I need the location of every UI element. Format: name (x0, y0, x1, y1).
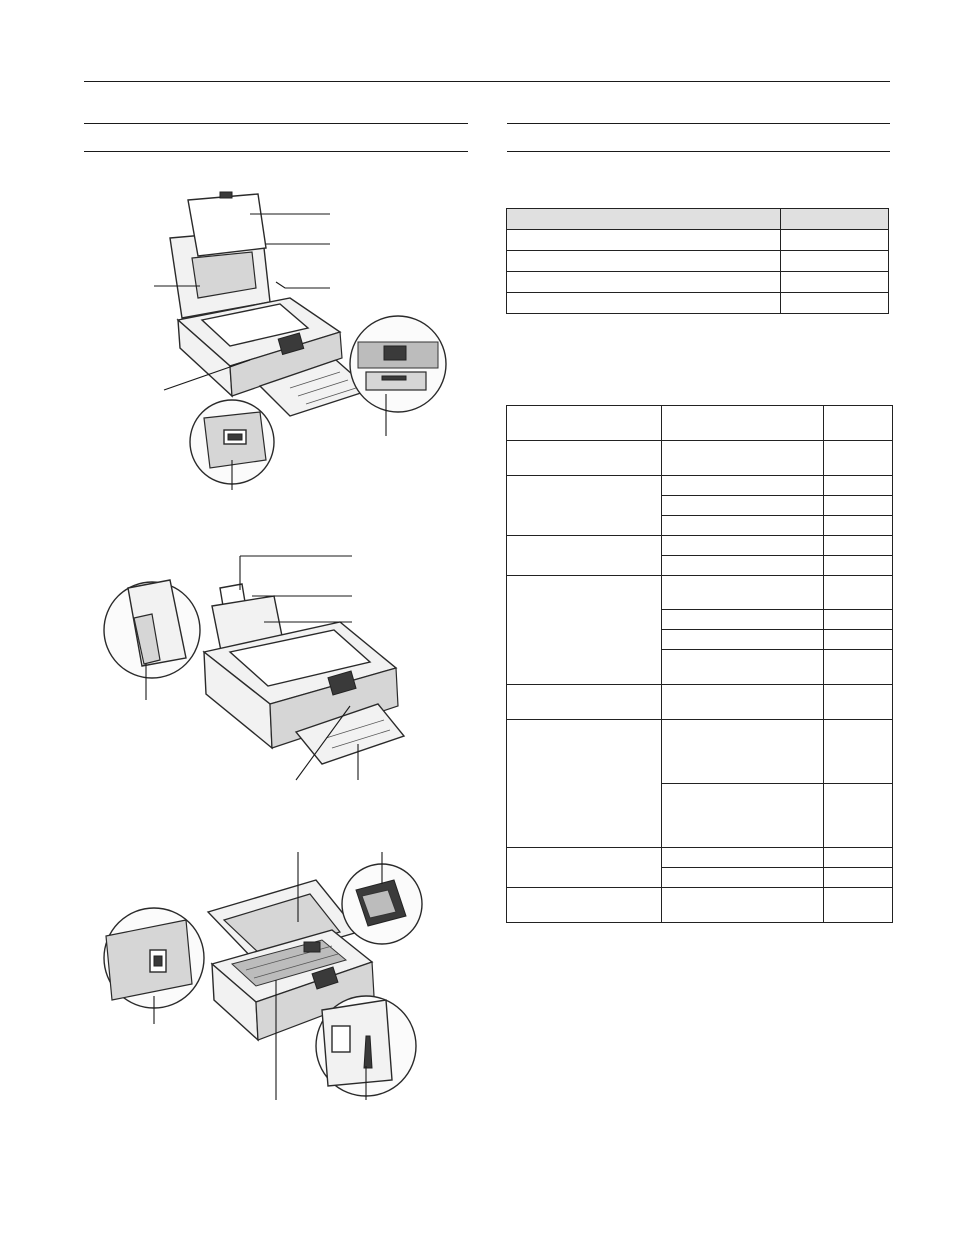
table-row (507, 272, 889, 293)
table-row (507, 251, 889, 272)
table-bottom-right (506, 405, 893, 923)
page-top-rule (84, 81, 890, 82)
left-section-rule-bottom (84, 151, 468, 152)
scanner-unit-open-ink-cartridge-illustration (96, 850, 432, 1100)
table-row (507, 576, 893, 610)
table-row (507, 685, 893, 720)
table-header-row (507, 209, 889, 230)
table-row (507, 888, 893, 923)
table-row (507, 536, 893, 556)
table-row (507, 230, 889, 251)
table-header-row (507, 406, 893, 441)
table-row (507, 441, 893, 476)
right-section-rule-top (507, 123, 890, 124)
scanner-lid-open-illustration (140, 190, 450, 490)
table-row (507, 848, 893, 868)
table-top-right (506, 208, 889, 314)
table-row (507, 720, 893, 784)
table-row (507, 476, 893, 496)
right-section-rule-bottom (507, 151, 890, 152)
printer-paper-support-illustration (100, 548, 420, 788)
table-row (507, 293, 889, 314)
left-section-rule-top (84, 123, 468, 124)
